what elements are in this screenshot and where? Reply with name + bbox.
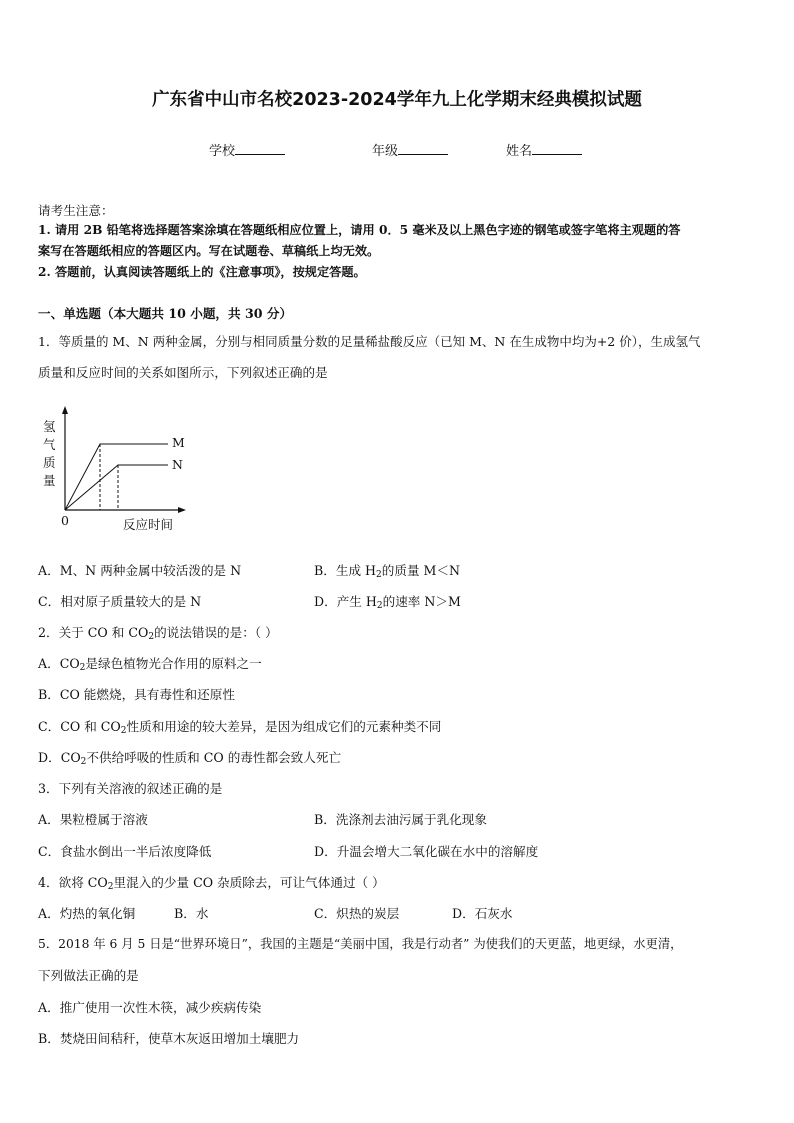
- school-label: 学校: [209, 144, 236, 159]
- graph-origin: 0: [61, 513, 69, 528]
- graph-ylabel: 氢 气 质 量: [43, 419, 56, 488]
- notice-item1-line2: 案写在答题纸相应的答题区内。写在试题卷、草稿纸上均无效。: [38, 244, 380, 258]
- q3-option-d[interactable]: D．升温会增大二氧化碳在水中的溶解度: [314, 844, 539, 859]
- graph-xlabel: 反应时间: [123, 517, 174, 532]
- q5-option-a[interactable]: A．推广使用一次性木筷，减少疾病传染: [38, 1000, 262, 1015]
- section-heading: 一、单选题（本大题共 10 小题，共 30 分）: [38, 306, 293, 321]
- q3-stem: 3．下列有关溶液的叙述正确的是: [38, 781, 223, 796]
- q1-option-d[interactable]: D．产生 $H_2$的速率 N＞M: [314, 594, 461, 611]
- graph-label-m: M: [172, 435, 185, 450]
- name-field[interactable]: [506, 140, 582, 159]
- x-axis-arrow: [178, 507, 186, 513]
- notice-heading: 请考生注意：: [38, 203, 114, 218]
- page-title: 广东省中山市名校2023-2024学年九上化学期末经典模拟试题: [152, 90, 642, 110]
- q4-option-c[interactable]: C．炽热的炭层: [314, 906, 400, 921]
- q2-option-d[interactable]: D．$CO_2$不供给呼吸的性质和 CO 的毒性都会致人死亡: [38, 750, 342, 767]
- q3-option-c[interactable]: C．食盐水倒出一半后浓度降低: [38, 844, 212, 859]
- q5-option-b[interactable]: B．焚烧田间秸秆，使草木灰返田增加土壤肥力: [38, 1031, 300, 1046]
- q3-option-a[interactable]: A．果粒橙属于溶液: [38, 812, 148, 827]
- q4-stem: 4．欲将 $CO_2$里混入的少量 CO 杂质除去，可让气体通过（ ）: [38, 875, 385, 892]
- q2-stem: 2．关于 CO 和 $CO_2$的说法错误的是：（ ）: [38, 625, 278, 642]
- q5-stem-line1: 5．2018 年 6 月 5 日是“世界环境日”，我国的主题是“美丽中国，我是行动者” 为使我们的天更蓝，地更绿，水更清，: [38, 937, 683, 951]
- q1-graph: [38, 404, 198, 534]
- name-blank[interactable]: [532, 142, 582, 155]
- y-axis-arrow: [62, 406, 68, 414]
- q4-option-d[interactable]: D．石灰水: [452, 906, 513, 921]
- q2-option-b[interactable]: B．CO 能燃烧，具有毒性和还原性: [38, 687, 235, 702]
- notice-item1-line1: 1. 请用 2B 铅笔将选择题答案涂填在答题纸相应位置上，请用 0．5 毫米及以上黑色字迹的钢笔或签字笔将主观题的答: [38, 223, 681, 237]
- q4-option-a[interactable]: A．灼热的氧化铜: [38, 906, 136, 921]
- name-label: 姓名: [506, 144, 533, 159]
- q1-stem-line1: 1．等质量的 M、N 两种金属，分别与相同质量分数的足量稀盐酸反应（已知 M、N 在生成物中均为+2 价），生成氢气: [38, 334, 701, 349]
- q4-option-b[interactable]: B．水: [174, 906, 209, 921]
- graph-label-n: N: [172, 457, 183, 472]
- q1-option-b[interactable]: B．生成 $H_2$的质量 M＜N: [314, 563, 461, 580]
- line-n: [65, 465, 168, 510]
- notice-item2: 2. 答题前，认真阅读答题纸上的《注意事项》，按规定答题。: [38, 265, 366, 279]
- q2-option-a[interactable]: A．$CO_2$是绿色植物光合作用的原料之一: [38, 656, 262, 673]
- q1-option-c[interactable]: C．相对原子质量较大的是 N: [38, 594, 202, 609]
- grade-field[interactable]: [372, 140, 448, 159]
- q5-stem-line2: 下列做法正确的是: [38, 968, 139, 983]
- q1-option-a[interactable]: A．M、N 两种金属中较活泼的是 N: [38, 563, 242, 578]
- school-blank[interactable]: [235, 142, 285, 155]
- school-field[interactable]: [209, 140, 285, 159]
- grade-label: 年级: [372, 144, 399, 159]
- line-m: [65, 444, 168, 510]
- grade-blank[interactable]: [398, 142, 448, 155]
- q2-option-c[interactable]: C．CO 和 $CO_2$性质和用途的较大差异，是因为组成它们的元素种类不同: [38, 719, 442, 736]
- q1-stem-line2: 质量和反应时间的关系如图所示，下列叙述正确的是: [38, 365, 328, 380]
- q3-option-b[interactable]: B．洗涤剂去油污属于乳化现象: [314, 812, 487, 827]
